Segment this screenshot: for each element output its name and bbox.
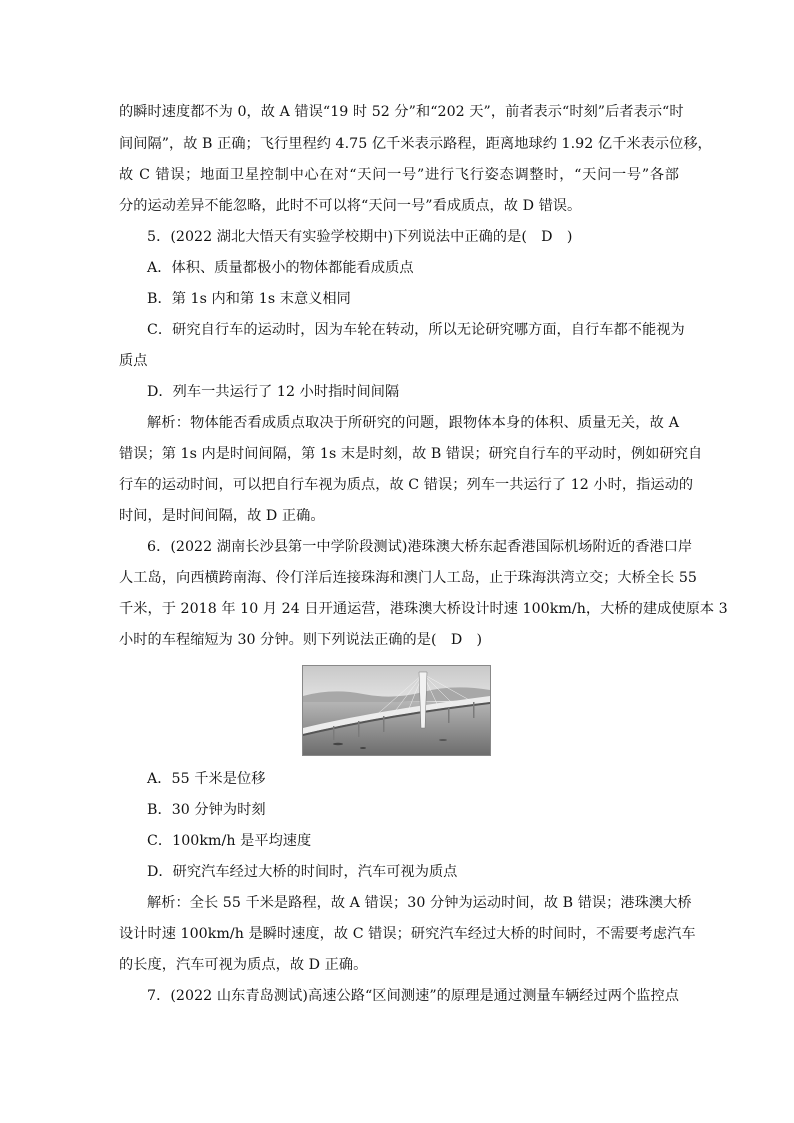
question-6-stem: 小时的车程缩短为 30 分钟。则下列说法正确的是( D ) bbox=[119, 632, 483, 648]
paragraph-line: 故 C 错误；地面卫星控制中心在对“天问一号”进行飞行姿态调整时，“天问一号”各部 bbox=[119, 167, 679, 183]
question-6-stem: 6．(2022 湖南长沙县第一中学阶段测试)港珠澳大桥东起香港国际机场附近的香港口岸 bbox=[147, 539, 693, 555]
option-a: A．55 千米是位移 bbox=[147, 771, 266, 787]
option-d: D．研究汽车经过大桥的时间时，汽车可视为质点 bbox=[147, 864, 458, 880]
question-6-stem: 人工岛，向西横跨南海、伶仃洋后连接珠海和澳门人工岛，止于珠海洪湾立交；大桥全长 55 bbox=[119, 570, 697, 586]
paragraph-line: 间间隔”，故 B 正确；飞行里程约 4.75 亿千米表示路程，距离地球约 1.92 亿千米表示位移， bbox=[119, 136, 712, 152]
analysis-line: 解析：全长 55 千米是路程，故 A 错误；30 分钟为运动时间，故 B 错误；港珠澳大桥 bbox=[147, 895, 692, 911]
option-c-continued: 质点 bbox=[119, 353, 148, 369]
question-5-stem: 5．(2022 湖北大悟天有实验学校期中)下列说法中正确的是( D ) bbox=[147, 229, 573, 245]
option-c: C．100km/h 是平均速度 bbox=[147, 833, 312, 849]
paragraph-line: 的瞬时速度都不为 0，故 A 错误“19 时 52 分”和“202 天”，前者表示“时刻”后者表示“时 bbox=[119, 104, 684, 120]
question-7-stem: 7．(2022 山东青岛测试)高速公路“区间测速”的原理是通过测量车辆经过两个监控点 bbox=[147, 988, 679, 1004]
analysis-line: 时间，是时间间隔，故 D 正确。 bbox=[119, 508, 325, 524]
bridge-photo bbox=[302, 665, 491, 756]
option-b: B．30 分钟为时刻 bbox=[147, 802, 266, 818]
option-d: D．列车一共运行了 12 小时指时间间隔 bbox=[147, 384, 400, 400]
analysis-line: 的长度，汽车可视为质点，故 D 正确。 bbox=[119, 957, 368, 973]
analysis-line: 设计时速 100km/h 是瞬时速度，故 C 错误；研究汽车经过大桥的时间时，不需要考虑汽车 bbox=[119, 926, 696, 942]
analysis-line: 行车的运动时间，可以把自行车视为质点，故 C 错误；列车一共运行了 12 小时，指运动的 bbox=[119, 477, 694, 493]
option-b: B．第 1s 内和第 1s 末意义相同 bbox=[147, 291, 351, 307]
option-a: A．体积、质量都极小的物体都能看成质点 bbox=[147, 260, 414, 276]
paragraph-line: 分的运动差异不能忽略，此时不可以将“天问一号”看成质点，故 D 错误。 bbox=[119, 198, 582, 214]
analysis-line: 错误；第 1s 内是时间间隔，第 1s 末是时刻，故 B 错误；研究自行车的平动时，例如研究自 bbox=[119, 446, 703, 462]
option-c: C．研究自行车的运动时，因为车轮在转动，所以无论研究哪方面，自行车都不能视为 bbox=[147, 322, 685, 338]
analysis-line: 解析：物体能否看成质点取决于所研究的问题，跟物体本身的体积、质量无关，故 A bbox=[147, 415, 679, 431]
question-6-stem: 千米，于 2018 年 10 月 24 日开通运营，港珠澳大桥设计时速 100km/h，大桥的建成使原本 3 bbox=[119, 601, 728, 617]
